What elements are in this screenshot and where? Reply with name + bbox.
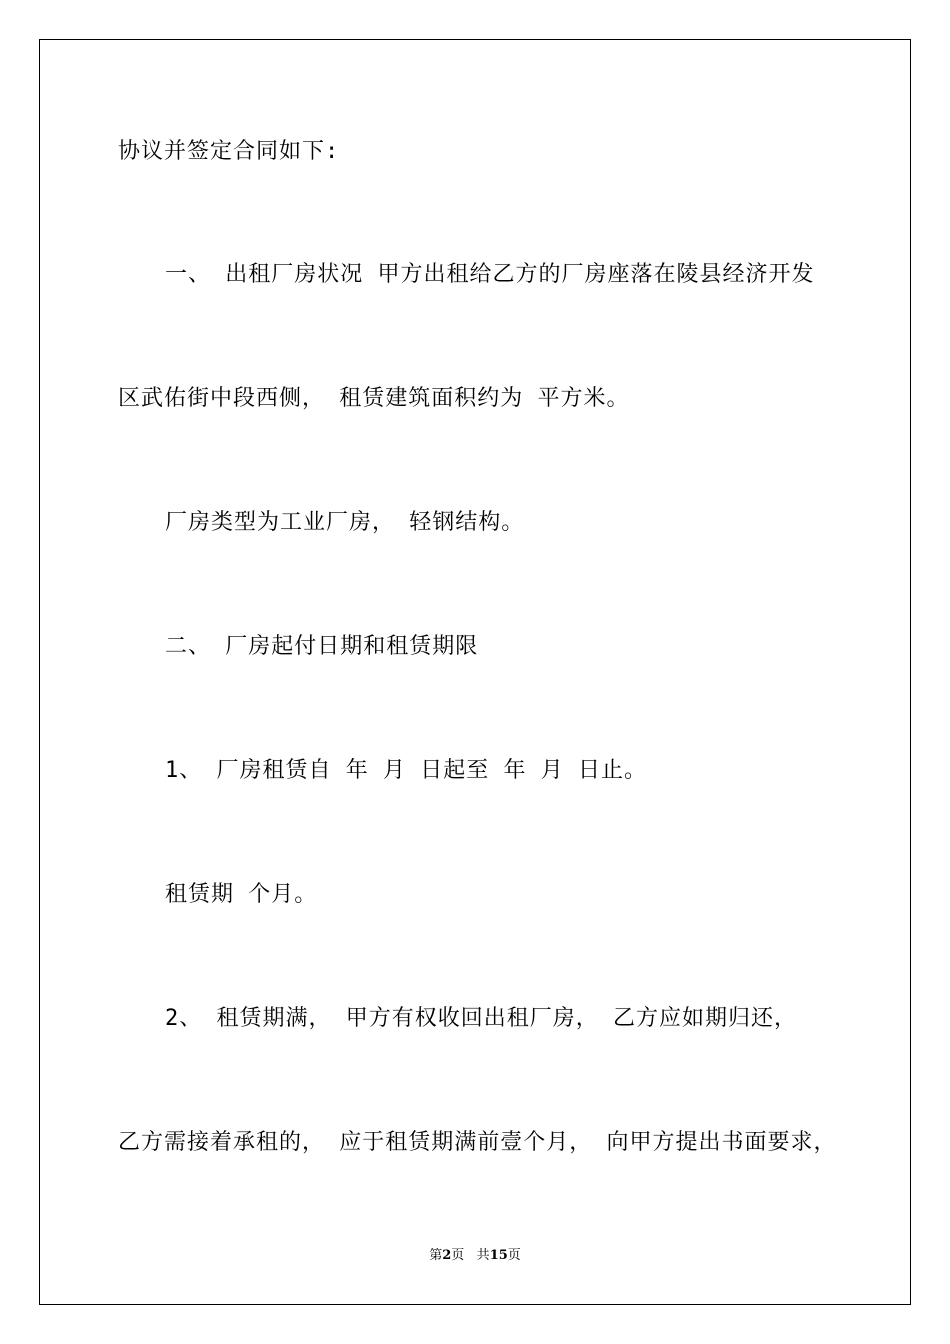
text-line: 协议并签定合同如下: bbox=[118, 139, 340, 164]
footer-page-number: 2 bbox=[442, 1248, 452, 1263]
text-line: 租赁期 个月。 bbox=[165, 882, 318, 907]
text-line: 1、 厂房租赁自 年 月 日起至 年 月 日止。 bbox=[165, 758, 647, 783]
footer-total-prefix: 共 bbox=[476, 1248, 490, 1263]
page-footer bbox=[0, 1247, 950, 1265]
text-line: 2、 租赁期满， 甲方有权收回出租厂房， 乙方应如期归还， bbox=[165, 1006, 797, 1031]
footer-page-prefix: 第 bbox=[429, 1248, 443, 1263]
text-line: 一、 出租厂房状况 甲方出租给乙方的厂房座落在陵县经济开发 bbox=[165, 262, 815, 287]
footer-total-pages: 15 bbox=[489, 1248, 508, 1263]
text-line: 二、 厂房起付日期和租赁期限 bbox=[165, 634, 479, 659]
text-line: 区武佑街中段西侧， 租赁建筑面积约为 平方米。 bbox=[118, 386, 630, 411]
text-line: 厂房类型为工业厂房， 轻钢结构。 bbox=[165, 510, 525, 535]
footer-total-suffix: 页 bbox=[507, 1248, 521, 1263]
text-line: 乙方需接着承租的， 应于租赁期满前壹个月， 向甲方提出书面要求， bbox=[118, 1130, 837, 1155]
footer-page-suffix: 页 bbox=[451, 1248, 465, 1263]
page-border bbox=[39, 39, 911, 1305]
